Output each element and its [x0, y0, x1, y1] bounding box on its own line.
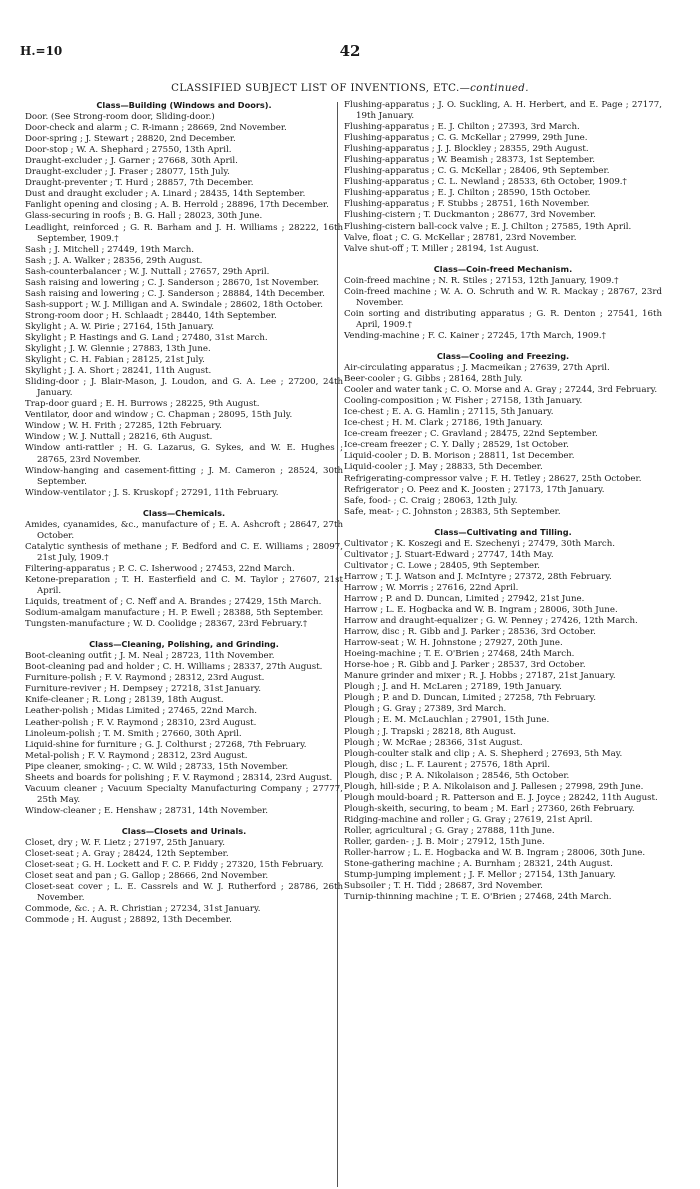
- invention-entry: Skylight ; C. H. Fabian ; 28125, 21st July.: [25, 355, 205, 366]
- invention-entry: Liquids, treatment of ; C. Neff and A. Brandes ; 27429, 15th March.: [25, 597, 322, 608]
- invention-entry: Door-stop ; W. A. Shephard ; 27550, 13th April.: [25, 145, 232, 156]
- invention-entry: Window ; W. H. Frith ; 27285, 12th February.: [25, 421, 222, 432]
- invention-entry: Ice-cream freezer ; C. Y. Dally ; 28529, 1st October.: [344, 440, 569, 451]
- invention-entry: Draught-preventer ; T. Hurd ; 28857, 7th December.: [25, 178, 254, 189]
- page-title: [0, 83, 700, 94]
- invention-entry: Closet-seat ; G. H. Lockett and F. C. P. Fiddy ; 27320, 15th February.: [25, 860, 324, 871]
- invention-entry: Sliding-door ; J. Blair-Mason, J. Loudon, and G. A. Lee ; 27200, 24th January.: [25, 377, 343, 399]
- invention-entry: Roller-harrow ; L. E. Hogbacka and W. B. Ingram ; 28006, 30th June.: [344, 848, 646, 859]
- invention-entry: Cooler and water tank ; C. O. Morse and A. Gray ; 27244, 3rd February.: [344, 385, 658, 396]
- invention-entry: Knife-cleaner ; R. Long ; 28139, 18th August.: [25, 695, 224, 706]
- invention-entry: Subsoiler ; T. H. Tidd ; 28687, 3rd November.: [344, 881, 543, 892]
- invention-entry: Valve, float ; C. G. McKellar ; 28781, 23rd November.: [344, 232, 577, 243]
- invention-entry: Vacuum cleaner ; Vacuum Specialty Manufacturing Company ; 27777, 25th May.: [25, 783, 343, 805]
- page-title-suffix: —continued.: [459, 83, 529, 94]
- invention-entry: Coin-freed machine ; W. A. O. Schruth and W. R. Mackay ; 28767, 23rd November.: [344, 286, 662, 308]
- invention-entry: Leather-polish ; Midas Limited ; 27465, 22nd March.: [25, 706, 257, 717]
- page-reference: H.=10: [20, 44, 63, 58]
- invention-entry: Flushing-apparatus ; W. Beamish ; 28373, 1st September.: [344, 155, 596, 166]
- page-number: 42: [339, 42, 361, 60]
- invention-entry: Closet-seat cover ; L. E. Cassrels and W. J. Rutherford ; 28786, 26th November.: [25, 882, 343, 904]
- class-section: [25, 639, 343, 817]
- invention-entry: Horse-hoe ; R. Gibb and J. Parker ; 28537, 3rd October.: [344, 660, 586, 671]
- class-section: [344, 100, 662, 255]
- left-column: [25, 100, 343, 926]
- invention-entry: Harrow ; P. and D. Duncan, Limited ; 27942, 21st June.: [344, 593, 585, 604]
- section-heading: Class—Chemicals.: [142, 507, 226, 518]
- section-heading: Class—Coin-freed Mechanism.: [433, 263, 573, 274]
- invention-entry: Window anti-rattler ; H. G. Lazarus, G. Sykes, and W. E. Hughes ; 28765, 23rd November.: [25, 443, 343, 465]
- invention-entry: Hoeing-machine ; T. E. O'Brien ; 27468, 24th March.: [344, 649, 575, 660]
- invention-entry: Dust and draught excluder ; A. Linard ; 28435, 14th September.: [25, 189, 306, 200]
- invention-entry: Harrow and draught-equalizer ; G. W. Penney ; 27426, 12th March.: [344, 616, 638, 627]
- invention-entry: Door. (See Strong-room door, Sliding-door.): [25, 112, 215, 123]
- invention-entry: Sash-support ; W. J. Milligan and A. Swindale ; 28602, 18th October.: [25, 299, 324, 310]
- section-heading: Class—Cleaning, Polishing, and Grinding.: [89, 639, 279, 650]
- invention-entry: Skylight ; P. Hastings and G. Land ; 27480, 31st March.: [25, 332, 268, 343]
- invention-entry: Plough ; E. M. McLauchlan ; 27901, 15th June.: [344, 715, 550, 726]
- invention-entry: Flushing-apparatus ; C. G. McKellar ; 28406, 9th September.: [344, 166, 610, 177]
- invention-entry: Flushing-apparatus ; J. O. Suckling, A. H. Herbert, and E. Page ; 27177, 19th January.: [344, 100, 662, 122]
- invention-entry: Sash ; J. A. Walker ; 28356, 29th August.: [25, 255, 203, 266]
- invention-entry: Harrow ; T. J. Watson and J. McIntyre ; 27372, 28th February.: [344, 571, 612, 582]
- invention-entry: Harrow ; W. Morris ; 27616, 22nd April.: [344, 582, 519, 593]
- invention-entry: Boot-cleaning outfit ; J. M. Neal ; 28723, 11th November.: [25, 651, 275, 662]
- invention-entry: Flushing-apparatus ; E. J. Chilton ; 28590, 15th October.: [344, 188, 591, 199]
- invention-entry: Sash ; J. Mitchell ; 27449, 19th March.: [25, 244, 195, 255]
- right-column: [344, 100, 662, 903]
- invention-entry: Glass-securing in roofs ; B. G. Hall ; 28023, 30th June.: [25, 211, 263, 222]
- invention-entry: Window-cleaner ; E. Henshaw ; 28731, 14th November.: [25, 805, 268, 816]
- invention-entry: Closet seat and pan ; G. Gallop ; 28666, 2nd November.: [25, 871, 269, 882]
- class-section: [344, 527, 662, 904]
- invention-entry: Sash raising and lowering ; C. J. Sanderson ; 28670, 1st November.: [25, 277, 319, 288]
- invention-entry: Cultivator ; J. Stuart-Edward ; 27747, 14th May.: [344, 549, 554, 560]
- invention-entry: Coin-freed machine ; N. R. Stiles ; 27153, 12th January, 1909.†: [344, 275, 619, 286]
- invention-entry: Coin sorting and distributing apparatus ; G. R. Denton ; 27541, 16th April, 1909.†: [344, 308, 662, 330]
- invention-entry: Air-circulating apparatus ; J. Macmeikan ; 27639, 27th April.: [344, 363, 610, 374]
- invention-entry: Liquid-cooler ; J. May ; 28833, 5th December.: [344, 462, 543, 473]
- invention-entry: Sodium-amalgam manufacture ; H. P. Ewell ; 28388, 5th September.: [25, 608, 324, 619]
- invention-entry: Closet, dry ; W. F. Lietz ; 27197, 25th January.: [25, 838, 225, 848]
- invention-entry: Skylight ; J. A. Short ; 28241, 11th August.: [25, 366, 212, 377]
- invention-entry: Roller, agricultural ; G. Gray ; 27888, 11th June.: [344, 825, 555, 836]
- invention-entry: Cultivator ; K. Koszegi and E. Szechenyi ; 27479, 30th March.: [344, 538, 615, 549]
- invention-entry: Trap-door guard ; E. H. Burrows ; 28225, 9th August.: [25, 399, 260, 410]
- invention-entry: Ridging-machine and roller ; G. Gray ; 27619, 21st April.: [344, 814, 593, 825]
- section-heading: Class—Cooling and Freezing.: [436, 350, 570, 361]
- class-section: [25, 508, 343, 631]
- invention-entry: Safe, food- ; C. Craig ; 28063, 12th July.: [344, 495, 518, 506]
- invention-entry: Commode ; H. August ; 28892, 13th December.: [25, 915, 232, 926]
- invention-entry: Refrigerator ; O. Peez and K. Joosten ; 27173, 17th January.: [344, 484, 605, 495]
- invention-entry: Liquid-cooler ; D. B. Morison ; 28811, 1st December.: [344, 451, 575, 462]
- invention-entry: Plough ; J. and H. McLaren ; 27189, 19th January.: [344, 682, 562, 693]
- invention-entry: Safe, meat- ; C. Johnston ; 28383, 5th September.: [344, 506, 561, 517]
- invention-entry: Cooling-composition ; W. Fisher ; 27158, 13th January.: [344, 396, 583, 407]
- page-header: [20, 42, 680, 66]
- invention-entry: Linoleum-polish ; T. M. Smith ; 27660, 30th April.: [25, 728, 242, 739]
- invention-entry: Amides, cyanamides, &c., manufacture of ; E. A. Ashcroft ; 28647, 27th October.: [25, 519, 343, 541]
- invention-entry: Flushing-apparatus ; F. Stubbs ; 28751, 16th November.: [344, 199, 590, 210]
- invention-entry: Plough, hill-side ; P. A. Nikolaison and J. Pallesen ; 27998, 29th June.: [344, 781, 644, 792]
- invention-entry: Sash raising and lowering ; C. J. Sanderson ; 28884, 14th December.: [25, 288, 325, 299]
- invention-entry: Leadlight, reinforced ; G. R. Barham and J. H. Williams ; 28222, 16th September, 1909.†: [25, 222, 343, 244]
- invention-entry: Leather-polish ; F. V. Raymond ; 28310, 23rd August.: [25, 717, 257, 728]
- invention-entry: Harrow ; L. E. Hogbacka and W. B. Ingram ; 28006, 30th June.: [344, 605, 618, 616]
- invention-entry: Flushing-apparatus ; J. J. Blockley ; 28355, 29th August.: [344, 144, 589, 155]
- class-section: [25, 826, 343, 926]
- invention-entry: Draught-excluder ; J. Fraser ; 28077, 15th July.: [25, 167, 230, 178]
- invention-entry: Flushing-apparatus ; C. L. Newland ; 28533, 6th October, 1909.†: [344, 177, 627, 188]
- invention-entry: Fanlight opening and closing ; A. B. Herrold ; 28896, 17th December.: [25, 200, 329, 211]
- invention-entry: Catalytic synthesis of methane ; F. Bedford and C. E. Williams ; 28097, 21st July, 1909.†: [25, 541, 343, 563]
- invention-entry: Plough, disc ; L. F. Laurent ; 27576, 18th April.: [344, 759, 550, 770]
- invention-entry: Plough mould-board ; R. Patterson and E. J. Joyce ; 28242, 11th August.: [344, 792, 658, 803]
- invention-entry: Valve shut-off ; T. Miller ; 28194, 1st August.: [344, 243, 539, 254]
- invention-entry: Stone-gathering machine ; A. Burnham ; 28321, 24th August.: [344, 859, 613, 870]
- invention-entry: Boot-cleaning pad and holder ; C. H. Williams ; 28337, 27th August.: [25, 662, 323, 673]
- invention-entry: Flushing-apparatus ; C. G. McKellar ; 27999, 29th June.: [344, 133, 588, 144]
- invention-entry: Plough-coulter stalk and clip ; A. S. Shepherd ; 27693, 5th May.: [344, 748, 623, 759]
- invention-entry: Tungsten-manufacture ; W. D. Coolidge ; 28367, 23rd February.†: [25, 619, 308, 630]
- invention-entry: Harrow-seat ; W. H. Johnstone ; 27927, 20th June.: [344, 638, 563, 649]
- invention-entry: Ventilator, door and window ; C. Chapman ; 28095, 15th July.: [25, 410, 293, 421]
- invention-entry: Harrow, disc ; R. Gibb and J. Parker ; 28536, 3rd October.: [344, 627, 596, 638]
- invention-entry: Plough ; G. Gray ; 27389, 3rd March.: [344, 704, 507, 715]
- invention-entry: Door-spring ; J. Stewart ; 28820, 2nd December.: [25, 134, 236, 145]
- invention-entry: Ketone-preparation ; T. H. Easterfield and C. M. Taylor ; 27607, 21st April.: [25, 574, 343, 597]
- invention-entry: Window-hanging and casement-fitting ; J. M. Cameron ; 28524, 30th September.: [25, 465, 343, 487]
- invention-entry: Flushing-cistern ; T. Duckmanton ; 28677, 3rd November.: [344, 210, 596, 221]
- section-heading: Class—Building (Windows and Doors).: [96, 100, 272, 110]
- section-heading: Class—Closets and Urinals.: [121, 825, 247, 836]
- class-section: [344, 351, 662, 518]
- invention-entry: Furniture-reviver ; H. Dempsey ; 27218, 31st January.: [25, 684, 261, 695]
- invention-entry: Skylight ; J. W. Glennie ; 27883, 13th June.: [25, 344, 211, 355]
- invention-entry: Draught-excluder ; J. Garner ; 27668, 30th April.: [25, 156, 238, 167]
- invention-entry: Flushing-apparatus ; E. J. Chilton ; 27393, 3rd March.: [344, 122, 580, 133]
- invention-entry: Beer-cooler ; G. Gibbs ; 28164, 28th July.: [344, 374, 523, 385]
- section-heading: Class—Cultivating and Tilling.: [434, 526, 572, 537]
- invention-entry: Vending-machine ; F. C. Kainer ; 27245, 17th March, 1909.†: [344, 330, 606, 341]
- invention-entry: Sheets and boards for polishing ; F. V. Raymond ; 28314, 23rd August.: [25, 772, 333, 783]
- invention-entry: Ice-cream freezer ; C. Gravland ; 28475, 22nd September.: [344, 429, 598, 440]
- invention-entry: Commode, &c. ; A. R. Christian ; 27234, 31st January.: [25, 904, 261, 915]
- invention-entry: Furniture-polish ; F. V. Raymond ; 28312, 23rd August.: [25, 673, 265, 684]
- invention-entry: Plough ; J. Trapski ; 28218, 8th August.: [344, 726, 517, 737]
- invention-entry: Plough, disc ; P. A. Nikolaison ; 28546, 5th October.: [344, 770, 570, 781]
- class-section: [344, 264, 662, 342]
- invention-entry: Cultivator ; C. Lowe ; 28405, 9th September.: [344, 560, 540, 571]
- invention-entry: Turnip-thinning machine ; T. E. O'Brien ; 27468, 24th March.: [344, 892, 612, 903]
- invention-entry: Roller, garden- ; J. B. Moir ; 27912, 15th June.: [344, 837, 545, 847]
- invention-entry: Ice-chest ; E. A. G. Hamlin ; 27115, 5th January.: [344, 407, 554, 418]
- invention-entry: Filtering-apparatus ; P. C. C. Isherwood ; 27453, 22nd March.: [25, 563, 295, 574]
- invention-entry: Stump-jumping implement ; J. F. Mellor ; 27154, 13th January.: [344, 870, 616, 881]
- invention-entry: Manure grinder and mixer ; R. J. Hobbs ; 27187, 21st January.: [344, 671, 616, 682]
- invention-entry: Sash-counterbalancer ; W. J. Nuttall ; 27657, 29th April.: [25, 266, 270, 277]
- invention-entry: Plough-skeith, securing, to beam ; M. Earl ; 27360, 26th February.: [344, 803, 635, 814]
- invention-entry: Plough ; P. and D. Duncan, Limited ; 27258, 7th February.: [344, 693, 597, 704]
- invention-entry: Plough ; W. McRae ; 28366, 31st August.: [344, 737, 523, 748]
- invention-entry: Flushing-cistern ball-cock valve ; E. J. Chilton ; 27585, 19th April.: [344, 221, 632, 232]
- invention-entry: Liquid-shine for furniture ; G. J. Colthurst ; 27268, 7th February.: [25, 739, 307, 750]
- class-section: [25, 100, 343, 499]
- invention-entry: Skylight ; A. W. Pirie ; 27164, 15th January.: [25, 321, 215, 332]
- invention-entry: Strong-room door ; H. Schlaadt ; 28440, 14th September.: [25, 310, 277, 321]
- page-title-text: CLASSIFIED SUBJECT LIST OF INVENTIONS, ETC.: [171, 83, 460, 94]
- invention-entry: Closet-seat ; A. Gray ; 28424, 12th September.: [25, 849, 229, 860]
- invention-entry: Door-check and alarm ; C. R-imann ; 28669, 2nd November.: [25, 123, 287, 134]
- invention-entry: Window ; W. J. Nuttall ; 28216, 6th August.: [25, 432, 213, 443]
- invention-entry: Refrigerating-compressor valve ; F. H. Tetley ; 28627, 25th October.: [344, 473, 642, 484]
- invention-entry: Ice-chest ; H. M. Clark ; 27186, 19th January.: [344, 418, 543, 429]
- invention-entry: Window-ventilator ; J. S. Kruskopf ; 27291, 11th February.: [25, 487, 279, 498]
- invention-entry: Metal-polish ; F. V. Raymond ; 28312, 23rd August.: [25, 750, 248, 761]
- invention-entry: Pipe cleaner, smoking- ; C. W. Wild ; 28733, 15th November.: [25, 761, 289, 772]
